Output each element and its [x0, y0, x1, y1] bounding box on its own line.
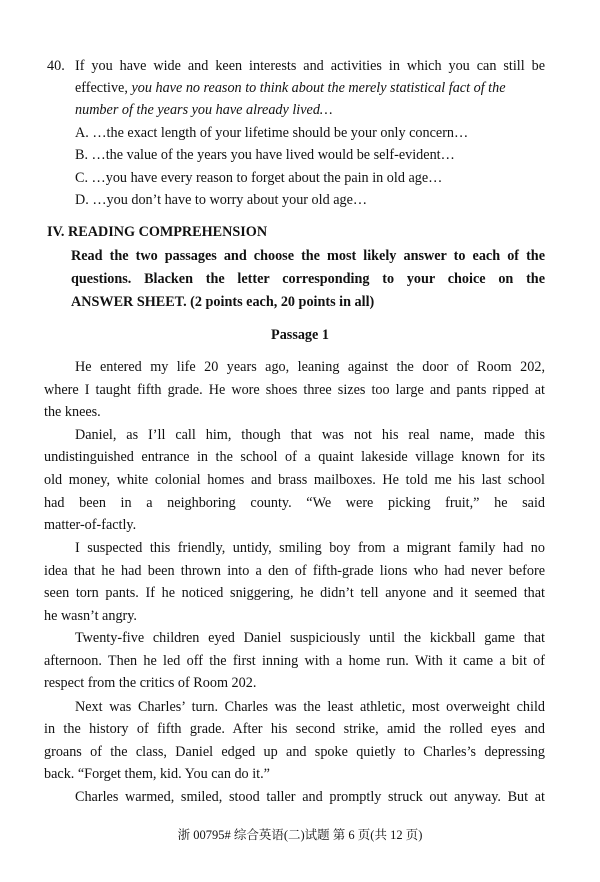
- section-heading: IV. READING COMPREHENSION: [47, 224, 268, 240]
- question-number: 40.: [47, 58, 65, 74]
- passage-line: groans of the class, Daniel edged up and spoke quietly to Charles’s depressing: [44, 744, 545, 760]
- passage-line: old money, white colonial homes and brass mailboxes. He told me his last school: [44, 472, 545, 488]
- question-stem-plain: effective,: [75, 80, 132, 96]
- passage-line: where I taught fifth grade. He wore shoes three sizes too large and pants ripped at: [44, 382, 545, 398]
- passage-line: Twenty-five children eyed Daniel suspiciously until the kickball game that: [75, 630, 545, 646]
- passage-line: had been in a neighboring county. “We were picking fruit,” he said: [44, 495, 545, 511]
- page-footer: 浙 00795# 综合英语(二)试题 第 6 页(共 12 页): [177, 828, 423, 842]
- option-b: B. …the value of the years you have lived would be self-evident…: [75, 147, 455, 163]
- passage-line: He entered my life 20 years ago, leaning against the door of Room 202,: [75, 359, 545, 375]
- passage-line: in the history of fifth grade. After his second strike, amid the rolled eyes and: [44, 721, 545, 737]
- passage-line: back. “Forget them, kid. You can do it.”: [44, 766, 270, 782]
- option-d: D. …you don’t have to worry about your old age…: [75, 192, 368, 208]
- passage-line: he wasn’t angry.: [44, 608, 137, 624]
- passage-line: Daniel, as I’ll call him, though that was not his real name, made this: [75, 427, 545, 443]
- option-c: C. …you have every reason to forget about the pain in old age…: [75, 170, 443, 186]
- question-stem-line-2: [75, 78, 545, 98]
- instruction-line-1: Read the two passages and choose the most likely answer to each of the: [71, 248, 545, 264]
- question-stem-italic: you have no reason to think about the merely statistical fact of the: [131, 80, 506, 96]
- passage-line: seen torn pants. If he noticed sniggering, he didn’t tell anyone and it seemed that: [44, 585, 545, 601]
- passage-line: Next was Charles’ turn. Charles was the least athletic, most overweight child: [75, 699, 545, 715]
- passage-line: the knees.: [44, 404, 101, 420]
- passage-line: I suspected this friendly, untidy, smiling boy from a migrant family had no: [75, 540, 545, 556]
- passage-line: undistinguished entrance in the school of a quaint lakeside village known for its: [44, 449, 545, 465]
- option-a: A. …the exact length of your lifetime should be your only concern…: [75, 125, 469, 141]
- passage-line: afternoon. Then he led off the first inning with a home run. With it came a bit of: [44, 653, 545, 669]
- passage-line: matter-of-factly.: [44, 517, 137, 533]
- question-stem-line-1: If you have wide and keen interests and activities in which you can still be: [75, 58, 545, 74]
- passage-line: Charles warmed, smiled, stood taller and promptly struck out anyway. But at: [75, 789, 545, 805]
- passage-line: idea that he had been thrown into a den of fifth-grade lions who had never before: [44, 563, 545, 579]
- instruction-line-2: questions. Blacken the letter corresponding to your choice on the: [71, 271, 545, 287]
- instruction-line-3: ANSWER SHEET. (2 points each, 20 points in all): [71, 294, 375, 310]
- question-stem-line-3: number of the years you have already lived…: [75, 102, 333, 118]
- passage-title: Passage 1: [271, 327, 329, 343]
- passage-line: respect from the critics of Room 202.: [44, 675, 257, 691]
